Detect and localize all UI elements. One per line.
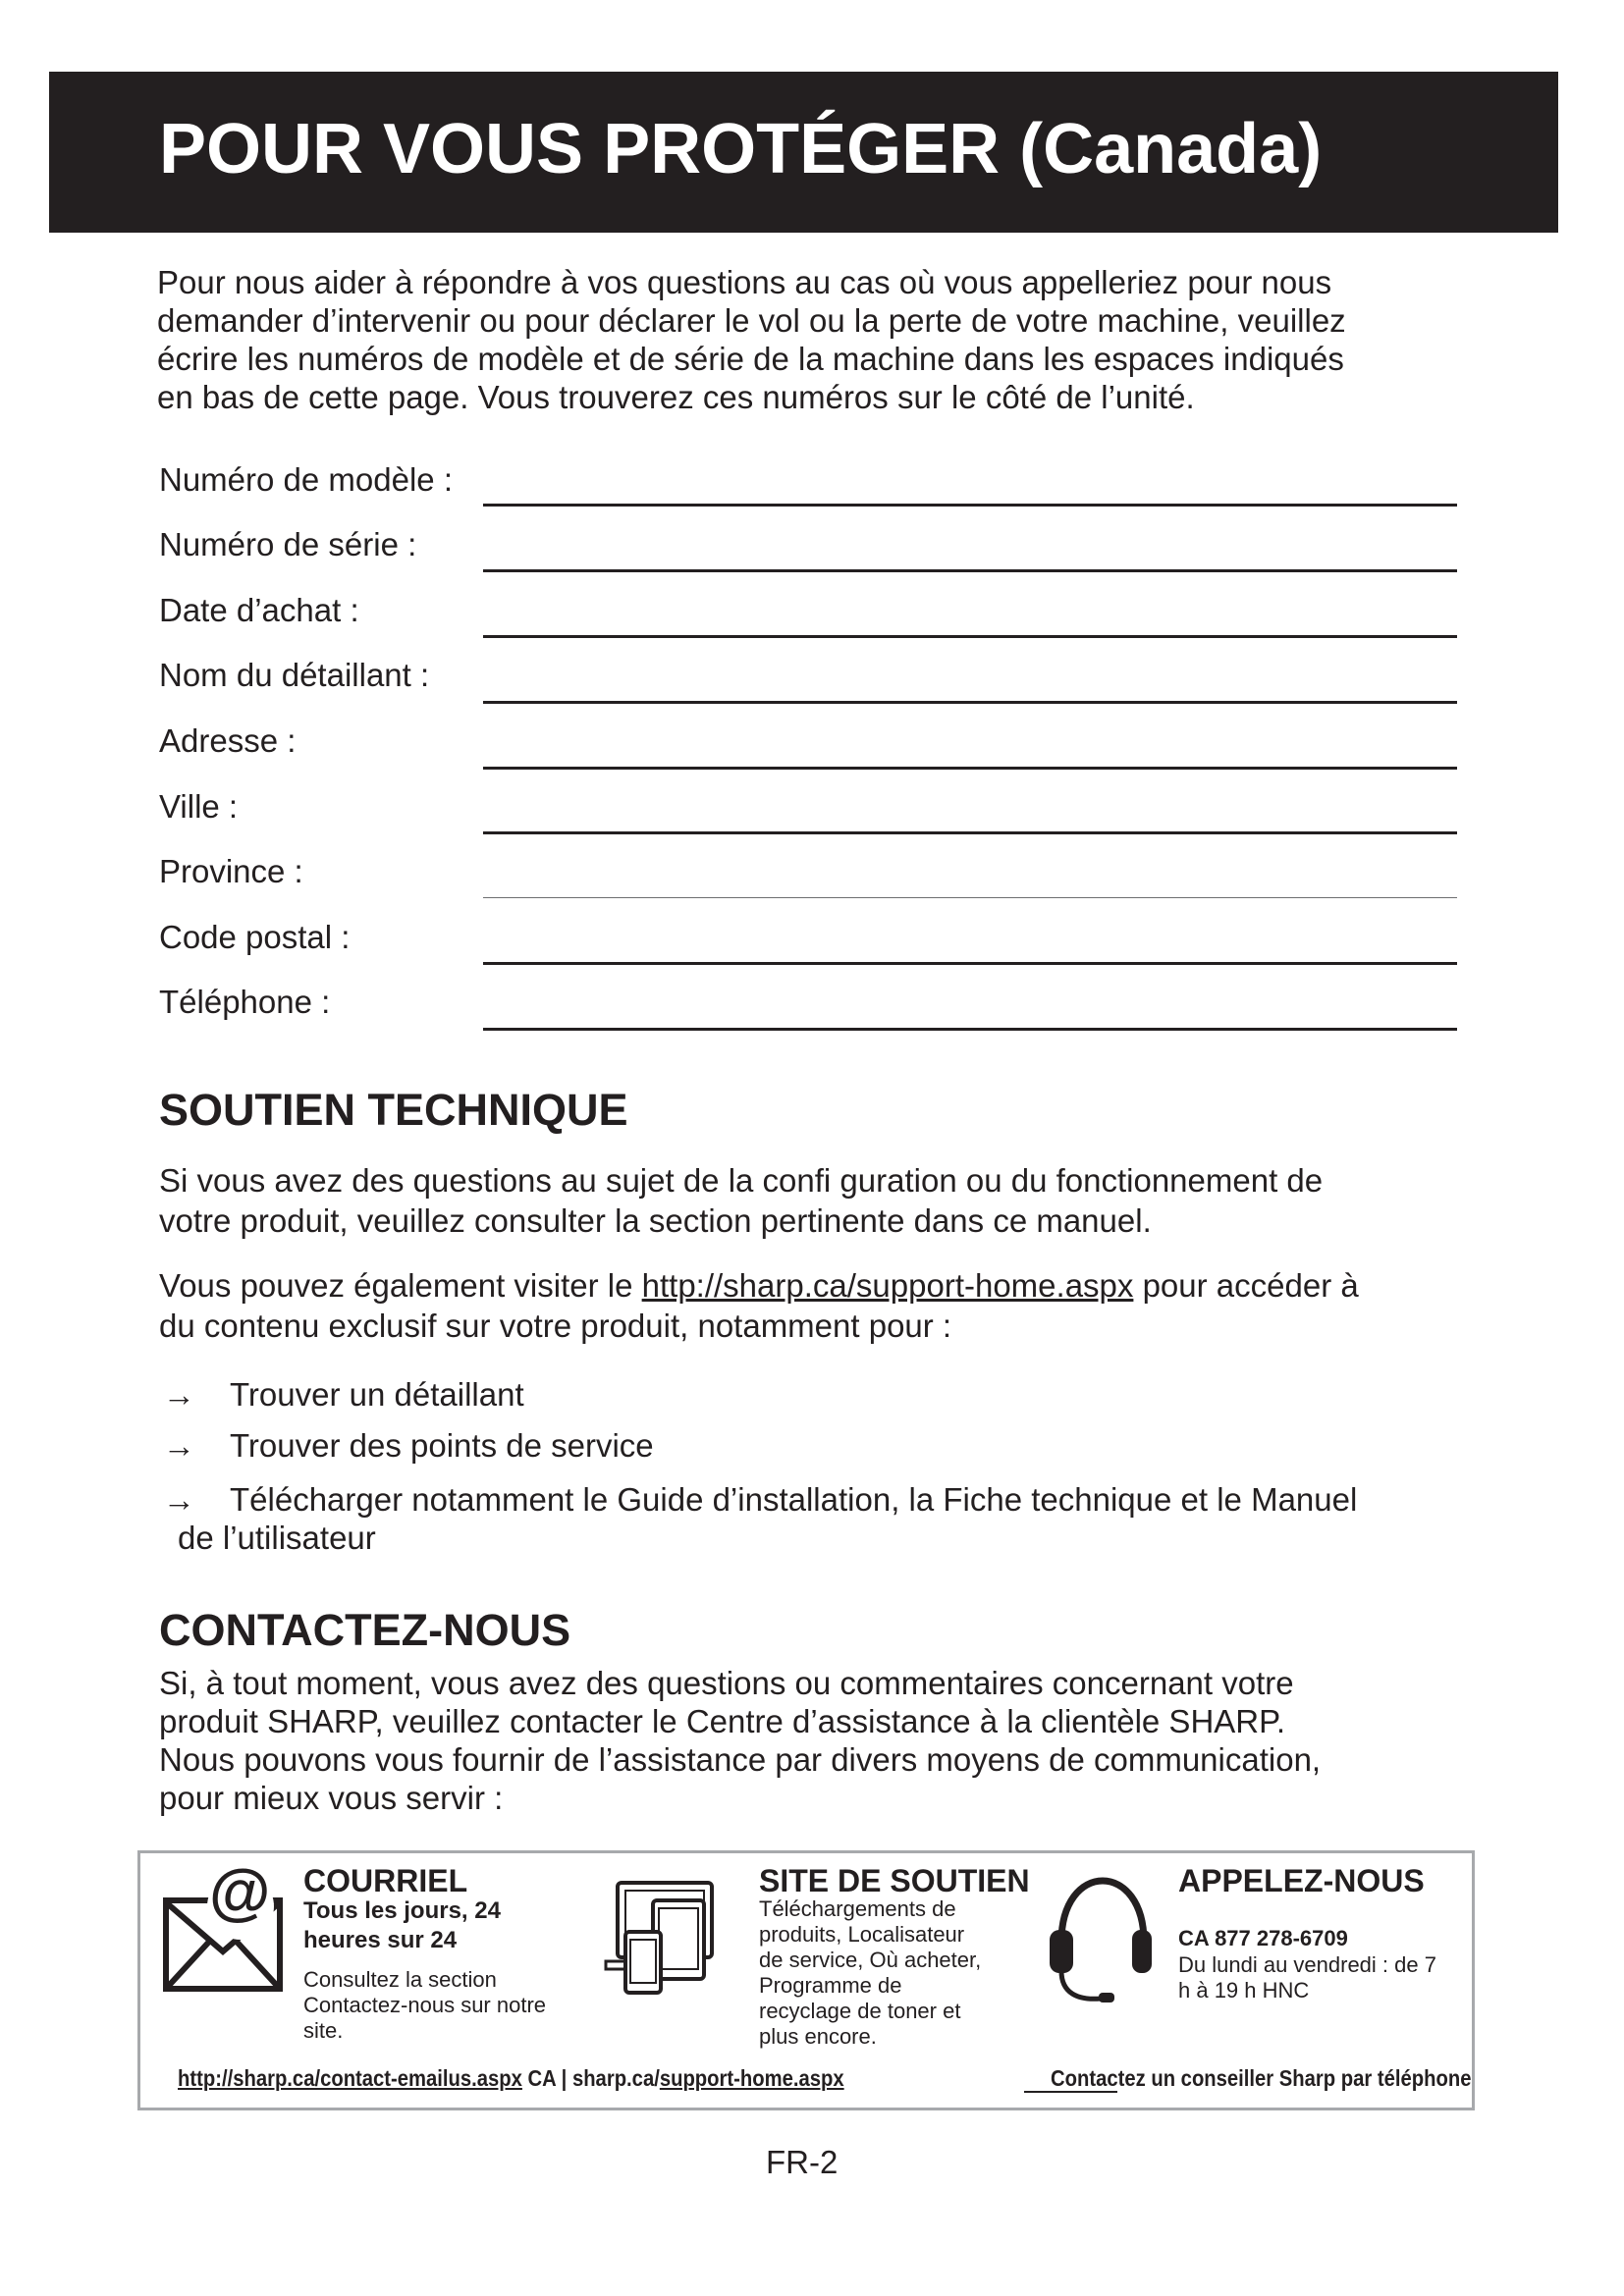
call-hours — [1178, 1952, 1436, 2003]
field-label-postal-code: Code postal : — [159, 919, 351, 955]
devices-icon — [604, 1879, 718, 1997]
page-title: POUR VOUS PROTÉGER (Canada) — [159, 110, 1323, 188]
bullet-item: Trouver un détaillant — [230, 1376, 524, 1413]
field-label-phone: Téléphone : — [159, 984, 331, 1020]
contact-box — [137, 1850, 1475, 2110]
header-banner — [49, 72, 1558, 233]
field-label-model: Numéro de modèle : — [159, 461, 453, 498]
field-label-address: Adresse : — [159, 722, 297, 759]
field-line-address[interactable] — [483, 767, 1457, 770]
email-hours-line: heures sur 24 — [303, 1927, 458, 1953]
arrow-icon: → — [163, 1376, 195, 1413]
call-hours-line: Du lundi au vendredi : de 7 — [1178, 1952, 1436, 1977]
contact-line: Si, à tout moment, vous avez des questions ou commentaires concernant votre — [159, 1665, 1294, 1701]
footer-middle-text: CA | sharp.ca/ — [521, 2065, 660, 2091]
field-label-purchase-date: Date d’achat : — [159, 592, 359, 628]
field-line-purchase-date[interactable] — [483, 635, 1457, 638]
site-desc-line: Téléchargements de — [759, 1896, 956, 1921]
site-desc-line: produits, Localisateur — [759, 1922, 965, 1947]
field-line-model[interactable] — [483, 504, 1457, 507]
support-para2-text: Vous pouvez également visiter le — [159, 1267, 642, 1304]
support-site-description — [759, 1896, 981, 2050]
intro-line: en bas de cette page. Vous trouverez ces numéros sur le côté de l’unité. — [157, 379, 1195, 415]
page-number: FR-2 — [766, 2144, 839, 2180]
bullet-item: Trouver des points de service — [230, 1427, 654, 1464]
intro-paragraph — [157, 263, 1473, 416]
call-footer-text: Contactez un conseiller Sharp par téléphone — [1051, 2065, 1472, 2091]
support-heading: SOUTIEN TECHNIQUE — [159, 1085, 628, 1135]
support-home-link[interactable]: http://sharp.ca/support-home.aspx — [641, 1267, 1134, 1304]
support-paragraph-1 — [159, 1160, 1323, 1241]
support-paragraph-2 — [159, 1265, 1359, 1346]
support-para1-line: votre produit, veuillez consulter la section pertinente dans ce manuel. — [159, 1202, 1152, 1239]
support-site-title: SITE DE SOUTIEN — [759, 1863, 1030, 1898]
field-label-city: Ville : — [159, 788, 239, 825]
box-footer-links — [178, 2065, 844, 2092]
field-line-postal-code[interactable] — [483, 962, 1457, 965]
field-line-city[interactable] — [483, 831, 1457, 834]
arrow-icon: → — [163, 1427, 195, 1464]
support-para2-text: pour accéder à — [1133, 1267, 1359, 1304]
field-line-serial[interactable] — [483, 569, 1457, 572]
bullet-item: Télécharger notamment le Guide d’installation, la Fiche technique et le Manuel — [230, 1481, 1358, 1518]
email-desc-line: Contactez-nous sur notre — [303, 1993, 547, 2017]
site-desc-line: recyclage de toner et — [759, 1999, 961, 2023]
email-link[interactable]: http://sharp.ca/contact-emailus.aspx — [178, 2065, 522, 2091]
email-description — [303, 1967, 546, 2044]
contact-line: produit SHARP, veuillez contacter le Centre d’assistance à la clientèle SHARP. — [159, 1703, 1286, 1739]
field-line-phone[interactable] — [483, 1028, 1457, 1031]
intro-line: Pour nous aider à répondre à vos questions au cas où vous appelleriez pour nous — [157, 264, 1332, 300]
field-line-dealer[interactable] — [483, 701, 1457, 704]
intro-line: demander d’intervenir ou pour déclarer le vol ou la perte de votre machine, veuillez — [157, 302, 1346, 339]
email-desc-line: Consultez la section — [303, 1967, 497, 1992]
headset-icon — [1044, 1873, 1152, 2010]
email-envelope-icon — [162, 1856, 286, 1997]
email-hours — [303, 1896, 501, 1955]
support-para2-line: du contenu exclusif sur votre produit, notamment pour : — [159, 1308, 952, 1344]
email-hours-line: Tous les jours, 24 — [303, 1897, 501, 1924]
call-phone: CA 877 278-6709 — [1178, 1926, 1348, 1950]
field-line-province[interactable] — [483, 897, 1457, 898]
contact-line: pour mieux vous servir : — [159, 1780, 504, 1816]
support-para1-line: Si vous avez des questions au sujet de la confi guration ou du fonctionnement de — [159, 1162, 1324, 1199]
site-desc-line: de service, Où acheter, — [759, 1948, 982, 1972]
intro-line: écrire les numéros de modèle et de série de la machine dans les espaces indiqués — [157, 341, 1344, 377]
contact-paragraph — [159, 1664, 1321, 1817]
site-desc-line: Programme de — [759, 1973, 902, 1998]
at-sign-icon: @ — [209, 1856, 271, 1927]
site-desc-line: plus encore. — [759, 2024, 877, 2049]
call-hours-line: h à 19 h HNC — [1178, 1978, 1310, 2002]
field-label-province: Province : — [159, 853, 303, 889]
email-title: COURRIEL — [303, 1863, 468, 1898]
support-site-link[interactable]: support-home.aspx — [659, 2065, 844, 2091]
bullet-item-continuation: de l’utilisateur — [178, 1520, 376, 1556]
field-label-dealer: Nom du détaillant : — [159, 657, 430, 693]
contact-line: Nous pouvons vous fournir de l’assistance par divers moyens de communication, — [159, 1741, 1322, 1778]
contact-heading: CONTACTEZ-NOUS — [159, 1605, 571, 1655]
call-title: APPELEZ-NOUS — [1178, 1863, 1425, 1898]
arrow-icon: → — [163, 1481, 195, 1518]
field-label-serial: Numéro de série : — [159, 526, 417, 562]
email-desc-line: site. — [303, 2018, 344, 2043]
